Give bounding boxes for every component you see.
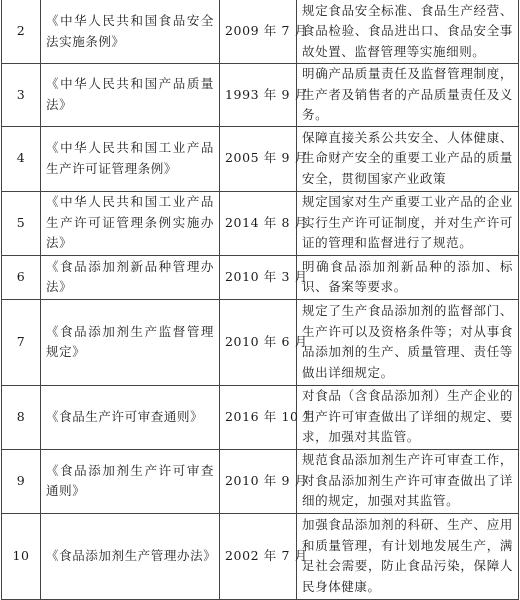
table-row	[2, 126, 519, 191]
regulation-description: 明确食品添加剂新品种的添加、标识、备案等要求。	[297, 255, 519, 299]
effective-date: 2014 年 8 月	[220, 191, 297, 255]
effective-date: 2016 年 10 月	[220, 385, 297, 449]
regulations-table	[1, 0, 519, 600]
row-number: 5	[2, 191, 41, 255]
regulation-description: 规定了生产食品添加剂的监督部门、生产许可以及资格条件等；对从事食品添加剂的生产、质量管理、责任等做出详细规定。	[297, 299, 519, 385]
regulation-description: 加强食品添加剂的科研、生产、应用和质量管理，有计划地发展生产，满足社会需要，防止食品污染，保障人民身体健康。	[297, 513, 519, 599]
row-number: 8	[2, 385, 41, 449]
effective-date: 2010 年 9 月	[220, 449, 297, 513]
regulation-name: 《中华人民共和国工业产品生产许可证管理条例实施办法》	[41, 191, 220, 255]
table-row	[2, 64, 519, 127]
regulation-name: 《食品添加剂新品种管理办法》	[41, 255, 220, 299]
regulation-name: 《食品添加剂生产许可审查通则》	[41, 449, 220, 513]
effective-date: 2009 年 7 月	[220, 0, 297, 64]
table-row	[2, 255, 519, 299]
regulation-name: 《中华人民共和国产品质量法》	[41, 64, 220, 127]
effective-date: 2002 年 7 月	[220, 513, 297, 599]
table-row	[2, 299, 519, 385]
table-row	[2, 513, 519, 599]
row-number: 3	[2, 64, 41, 127]
regulation-name: 《中华人民共和国食品安全法实施条例》	[41, 0, 220, 64]
row-number: 10	[2, 513, 41, 599]
regulation-description: 对食品（含食品添加剂）生产企业的生产许可审查做出了详细的规定、要求，加强对其监管。	[297, 385, 519, 449]
effective-date: 2005 年 9 月	[220, 126, 297, 191]
regulation-description: 保障直接关系公共安全、人体健康、生命财产安全的重要工业产品的质量安全，贯彻国家产业政策	[297, 126, 519, 191]
regulation-name: 《食品生产许可审查通则》	[41, 385, 220, 449]
regulation-name: 《食品添加剂生产管理办法》	[41, 513, 220, 599]
table-row	[2, 191, 519, 255]
regulation-description: 规定国家对生产重要工业产品的企业实行生产许可证制度，并对生产许可证的管理和监督进行了规范。	[297, 191, 519, 255]
regulation-description: 明确产品质量责任及监督管理制度，生产者及销售者的产品质量责任及义务。	[297, 64, 519, 127]
regulation-description: 规范食品添加剂生产许可审查工作，对食品添加剂生产许可审查做出了详细的规定，加强对其监管。	[297, 449, 519, 513]
row-number: 9	[2, 449, 41, 513]
table-row	[2, 0, 519, 64]
regulation-description: 规定食品安全标准、食品生产经营、食品检验、食品进出口、食品安全事故处置、监督管理等实施细则。	[297, 0, 519, 64]
table-row	[2, 385, 519, 449]
effective-date: 1993 年 9 月	[220, 64, 297, 127]
regulation-name: 《中华人民共和国工业产品生产许可证管理条例》	[41, 126, 220, 191]
row-number: 2	[2, 0, 41, 64]
row-number: 7	[2, 299, 41, 385]
effective-date: 2010 年 3 月	[220, 255, 297, 299]
row-number: 6	[2, 255, 41, 299]
effective-date: 2010 年 6 月	[220, 299, 297, 385]
table-row	[2, 449, 519, 513]
regulation-name: 《食品添加剂生产监督管理规定》	[41, 299, 220, 385]
row-number: 4	[2, 126, 41, 191]
